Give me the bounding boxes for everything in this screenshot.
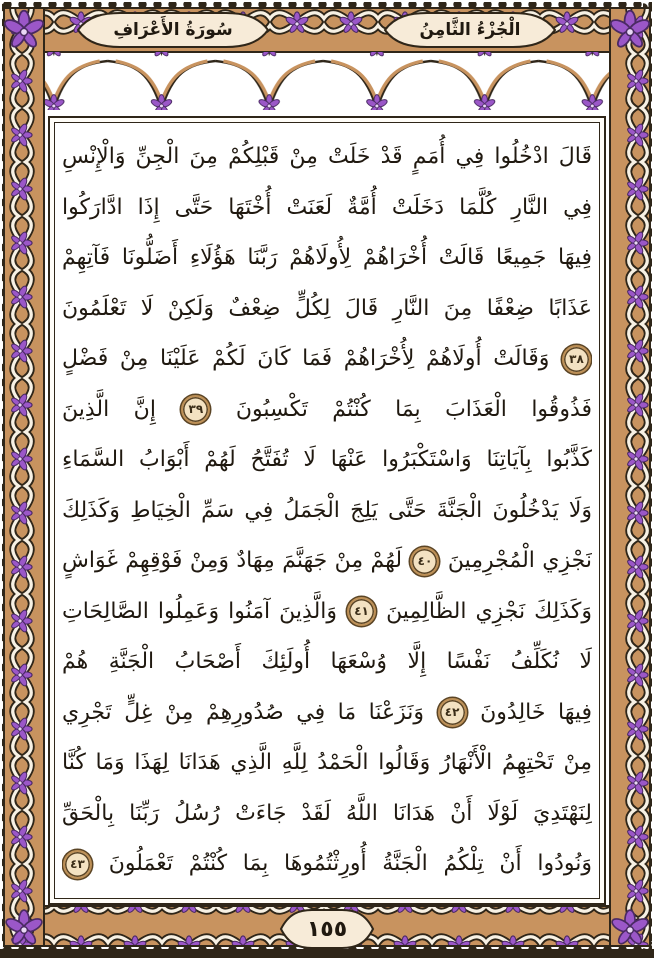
ayah-number-medallion-icon: ٣٩	[181, 395, 210, 424]
quran-text-segment: لِنَهْتَدِيَ لَوْلَا أَنْ هَدَانَا اللَّهُ لَقَدْ جَاءَتْ رُسُلُ رَبِّنَا بِالْحَقِّ	[62, 800, 592, 826]
ayah-number-medallion-icon: ٤٣	[63, 850, 92, 879]
quran-line	[62, 587, 592, 637]
quran-text-segment: وَلَا يَدْخُلُونَ الْجَنَّةَ حَتَّى يَلِجَ الْجَمَلُ فِي سَمِّ الْخِيَاطِ وَكَذَلِكَ	[62, 497, 592, 523]
quran-line	[62, 738, 592, 788]
quran-line	[62, 637, 592, 687]
quran-line	[62, 839, 592, 889]
quran-text-segment: لَهُمْ مِنْ جَهَنَّمَ مِهَادٌ وَمِنْ فَوْقِهِمْ غَوَاشٍ	[62, 548, 403, 573]
quran-text-segment: عَذَابًا ضِعْفًا مِنَ النَّارِ قَالَ لِكُلٍّ ضِعْفٌ وَلَكِنْ لَا تَعْلَمُونَ	[62, 295, 592, 321]
quran-text-segment: فِيهَا جَمِيعًا قَالَتْ أُخْرَاهُمْ لِأُولَاهُمْ رَبَّنَا هَؤُلَاءِ أَضَلُّونَا فَآتِهِمْ	[62, 245, 592, 270]
quran-text-segment: قَالَ ادْخُلُوا فِي أُمَمٍ قَدْ خَلَتْ مِنْ قَبْلِكُمْ مِنَ الْجِنِّ وَالْإِنْسِ	[62, 144, 592, 169]
text-frame	[48, 116, 606, 905]
quran-text-segment: فَذُوقُوا الْعَذَابَ بِمَا كُنْتُمْ تَكْسِبُونَ	[235, 396, 592, 422]
quran-line	[62, 789, 592, 839]
quran-text-segment: فِيهَا خَالِدُونَ	[480, 699, 592, 725]
quran-text-segment: مِنْ تَحْتِهِمُ الْأَنْهَارُ وَقَالُوا الْحَمْدُ لِلَّهِ الَّذِي هَدَانَا لِهَذَا وَمَا كُنَّا	[62, 750, 592, 775]
quran-line	[62, 486, 592, 536]
quran-line	[62, 385, 592, 435]
quran-line	[62, 132, 592, 182]
quran-line	[62, 435, 592, 485]
quran-line	[62, 233, 592, 283]
quran-lines	[54, 122, 600, 899]
ayah-number-medallion-icon: ٤١	[347, 597, 376, 626]
quran-text-segment: وَنَزَعْنَا مَا فِي صُدُورِهِمْ مِنْ غِلٍّ تَجْرِي	[62, 699, 425, 725]
quran-text-segment: وَقَالَتْ أُولَاهُمْ لِأُخْرَاهُمْ فَمَا كَانَ لَكُمْ عَلَيْنَا مِنْ فَضْلٍ	[62, 346, 550, 371]
quran-text-segment: لَا نُكَلِّفُ نَفْسًا إِلَّا وُسْعَهَا أُولَئِكَ أَصْحَابُ الْجَنَّةِ هُمْ	[62, 649, 592, 674]
quran-line	[62, 183, 592, 233]
quran-line	[62, 334, 592, 384]
ayah-number-medallion-icon: ٤٠	[410, 547, 439, 576]
ayah-number-medallion-icon: ٤٢	[438, 698, 467, 727]
quran-text-segment: كَذَّبُوا بِآيَاتِنَا وَاسْتَكْبَرُوا عَنْهَا لَا تُفَتَّحُ لَهُمْ أَبْوَابُ السَّمَاءِ	[62, 447, 592, 472]
page-number: ١٥٥	[306, 916, 348, 942]
quran-text-segment: نَجْزِي الْمُجْرِمِينَ	[447, 548, 592, 573]
quran-text-segment: وَنُودُوا أَنْ تِلْكُمُ الْجَنَّةُ أُورِثْتُمُوهَا بِمَا كُنْتُمْ تَعْمَلُونَ	[108, 851, 592, 876]
juz-name-header: الْجُزْءُ الثَّامِنُ	[419, 20, 521, 40]
surah-name-header: سُورَةُ الأَعْرَافِ	[113, 20, 233, 40]
quran-text-segment: وَالَّذِينَ آمَنُوا وَعَمِلُوا الصَّالِحَاتِ	[62, 598, 338, 624]
quran-text-segment: إِنَّ الَّذِينَ	[62, 396, 156, 422]
ayah-number-medallion-icon: ٣٨	[562, 345, 591, 374]
quran-line	[62, 536, 592, 586]
quran-text-segment: فِي النَّارِ كُلَّمَا دَخَلَتْ أُمَّةٌ لَعَنَتْ أُخْتَهَا حَتَّى إِذَا ادَّارَكُوا	[62, 194, 592, 220]
quran-line	[62, 284, 592, 334]
quran-line	[62, 688, 592, 738]
quran-text-segment: وَكَذَلِكَ نَجْزِي الظَّالِمِينَ	[386, 598, 592, 624]
